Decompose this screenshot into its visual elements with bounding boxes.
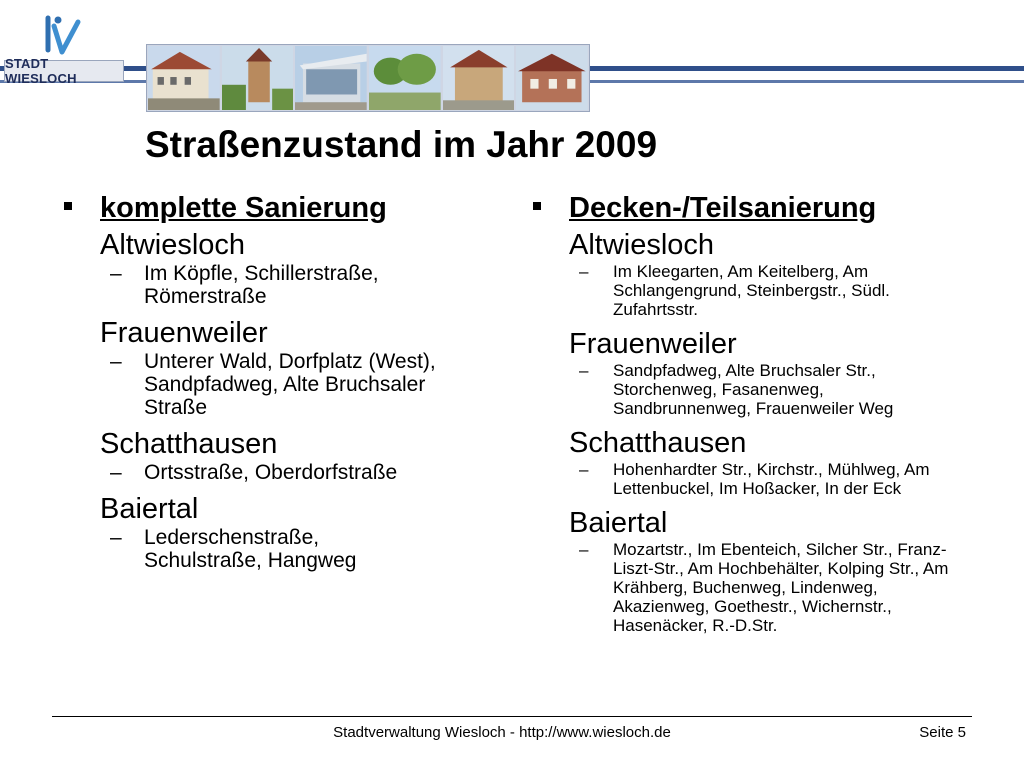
district-name: Frauenweiler bbox=[100, 317, 268, 349]
district-name: Schatthausen bbox=[100, 428, 278, 460]
bullet-square-icon bbox=[533, 202, 541, 210]
photo-tower bbox=[222, 46, 294, 110]
city-logo-mark-icon bbox=[38, 14, 84, 58]
street-list: – Im Köpfle, Schillerstraße, Römerstraße bbox=[110, 262, 379, 308]
header-photo-strip bbox=[146, 44, 590, 112]
city-logo bbox=[0, 0, 130, 88]
page-number: Seite 5 bbox=[919, 724, 966, 741]
street-list: – Mozartstr., Im Ebenteich, Silcher Str., Franz-Liszt-Str., Am Hochbehälter, Kolping Str., Am Krähberg, Buchenweg, Lindenweg, Akazienweg, Goethestr., Wichernstr., Hasenäcker, R.-D.Str. bbox=[579, 540, 949, 635]
street-list: – Unterer Wald, Dorfplatz (West), Sandpfadweg, Alte Bruchsaler Straße bbox=[110, 350, 436, 419]
district-name: Baiertal bbox=[569, 507, 668, 539]
photo-town-building bbox=[148, 46, 220, 110]
column-partial-renovation bbox=[533, 190, 973, 635]
photo-brick-building bbox=[516, 46, 588, 110]
city-logo-text: STADT WIESLOCH bbox=[4, 60, 124, 82]
street-list: – Hohenhardter Str., Kirchstr., Mühlweg, Am Lettenbuckel, Im Hoßacker, In der Eck bbox=[579, 460, 930, 498]
footer-organization: Stadtverwaltung Wiesloch - http://www.wiesloch.de bbox=[333, 724, 671, 741]
district-name: Frauenweiler bbox=[569, 328, 737, 360]
bullet-square-icon bbox=[64, 202, 72, 210]
district-name: Altwiesloch bbox=[569, 229, 715, 261]
slide-title: Straßenzustand im Jahr 2009 bbox=[145, 124, 658, 165]
column-complete-renovation bbox=[64, 190, 484, 572]
street-list: – Im Kleegarten, Am Keitelberg, Am Schlangengrund, Steinbergstr., Südl. Zufahrtsstr. bbox=[579, 262, 890, 319]
street-list: – Lederschenstraße, Schulstraße, Hangweg bbox=[110, 526, 357, 572]
section-heading-partial: Decken-/Teilsanierung bbox=[533, 190, 973, 226]
footer-divider bbox=[52, 716, 972, 717]
street-list: – Ortsstraße, Oberdorfstraße bbox=[110, 461, 398, 484]
photo-modern-building bbox=[295, 46, 367, 110]
district-name: Altwiesloch bbox=[100, 229, 246, 261]
photo-old-house bbox=[443, 46, 515, 110]
photo-trees bbox=[369, 46, 441, 110]
district-name: Schatthausen bbox=[569, 427, 747, 459]
section-heading-complete: komplette Sanierung bbox=[64, 190, 484, 226]
district-name: Baiertal bbox=[100, 493, 199, 525]
street-list: – Sandpfadweg, Alte Bruchsaler Str., Storchenweg, Fasanenweg, Sandbrunnenweg, Frauenweiler Weg bbox=[579, 361, 894, 418]
